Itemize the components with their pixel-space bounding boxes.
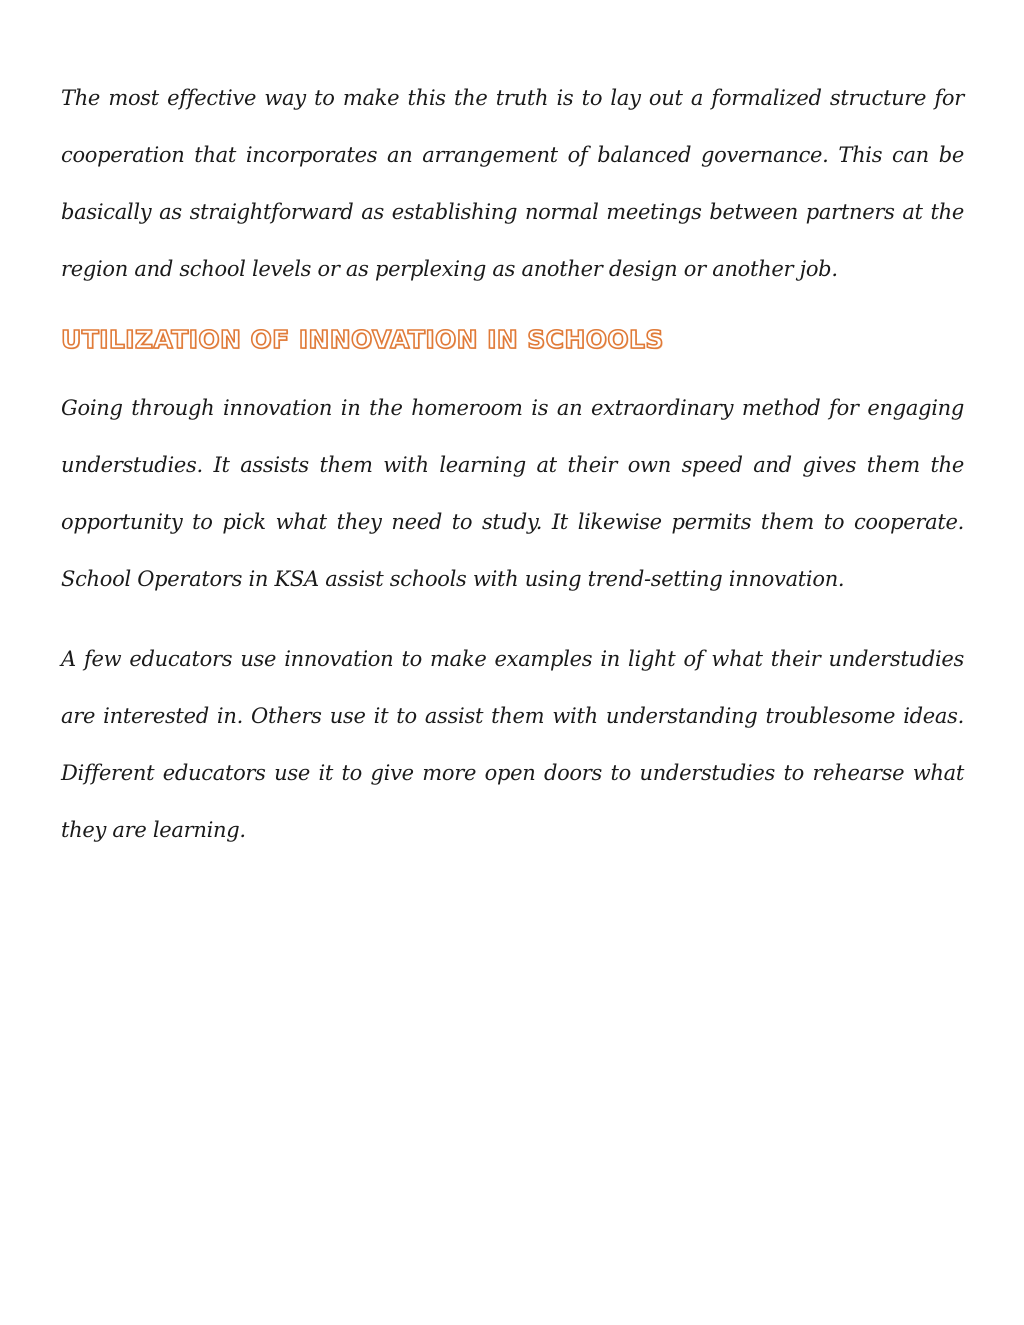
section-heading: UTILIZATION OF INNOVATION IN SCHOOLS — [61, 325, 664, 354]
section-paragraph-2: A few educators use innovation to make examples in light of what their understudies are interested in. Others use it to assist them with understanding troublesome ideas. Different educators use it to give more open doors to understudies to rehearse what they are learning. — [61, 647, 964, 842]
section-paragraph-1: Going through innovation in the homeroom is an extraordinary method for engaging understudies. It assists them with learning at their own speed and gives them the opportunity to pick what they need to study. It likewise permits them to cooperate. School Operators in KSA assist schools with using trend-setting innovation. — [61, 396, 964, 591]
page-content — [61, 70, 964, 859]
intro-paragraph: The most effective way to make this the truth is to lay out a formalized structure for cooperation that incorporates an arrangement of balanced governance. This can be basically as straightforward as establishing normal meetings between partners at the region and school levels or as perplexing as another design or another job. — [61, 86, 964, 281]
